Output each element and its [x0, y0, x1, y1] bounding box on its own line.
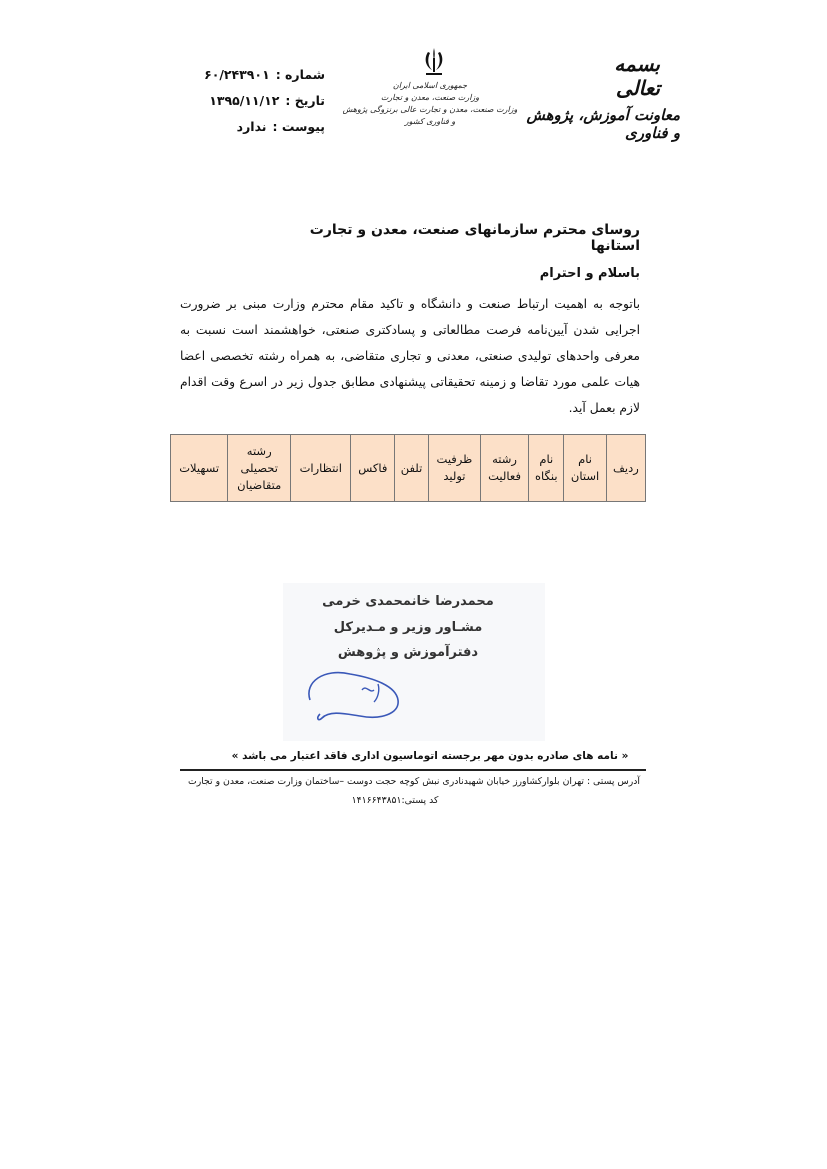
addressee: روسای محترم سازمانهای صنعت، معدن و تجارت استانها [309, 222, 640, 254]
letter-body: باتوجه به اهمیت ارتباط صنعت و دانشگاه و تاکید مقام محترم وزارت مبنی بر ضرورت اجرایی شدن آیین‌نامه فرصت مطالعاتی و پسادکتری صنعتی، خواهشمند است نسبت به معرفی واحدهای تولیدی صنعتی، معدنی و تجاری متقاضی، به همراه رشته تخصصی اعضا هیات علمی مورد تقاضا و زمینه تحقیقاتی پیشنهادی مطابق جدول زیر در اسرع وقت اقدام لازم بعمل آید. [180, 297, 640, 415]
header-cell: تسهیلات [171, 435, 228, 502]
meta-number [180, 62, 325, 88]
header-cell: فاکس [351, 435, 395, 502]
deputy-title: معاونت آموزش، پژوهش و فناوری [526, 106, 680, 142]
emblem-line-1: جمهوری اسلامی ایران [392, 81, 468, 90]
meta-date [180, 88, 325, 114]
signatory-role: مشـاور وزیر و مـدیرکل [333, 620, 483, 635]
meta-attachment [180, 114, 325, 140]
header-cell: نام استان [564, 435, 606, 502]
letter-meta [180, 62, 325, 140]
header-cell: نام بنگاه [529, 435, 564, 502]
meta-label: تاریخ : [285, 93, 325, 108]
signatory-name: محمدرضا خانمحمدی خرمی [322, 594, 494, 609]
header-cell: رشته تحصیلی متقاضیان [228, 435, 291, 502]
emblem-icon [420, 46, 448, 78]
postal-code: کد پستی:۱۴۱۶۶۴۳۸۵۱ [351, 795, 439, 806]
meta-value: ندارد [236, 119, 267, 134]
header-cell: ظرفیت تولید [428, 435, 480, 502]
signatory-office: دفترآموزش و پژوهش [337, 645, 479, 660]
emblem-line-3: وزارت صنعت، معدن و تجارت عالی برنزوگی پژوهش و فناوری کشور [342, 105, 518, 126]
meta-value: ۱۳۹۵/۱۱/۱۲ [209, 93, 280, 108]
meta-label: شماره : [275, 67, 325, 82]
handwritten-signature-icon [300, 660, 420, 728]
emblem-caption [340, 80, 520, 128]
header-cell: تلفن [395, 435, 429, 502]
postal-address: آدرس پستی : تهران بلوارکشاورز خیابان شهیدنادری نبش کوچه حجت دوست –ساختمان وزارت صنعت، معدن و تجارت [187, 776, 640, 787]
header-cell: انتظارات [291, 435, 351, 502]
basmala-heading: بسمه تعالی [614, 52, 660, 100]
meta-value: ۶۰/۲۴۳۹۰۱ [204, 67, 270, 82]
table-header-row [171, 435, 646, 502]
meta-label: پیوست : [272, 119, 325, 134]
header-cell: ردیف [606, 435, 645, 502]
salutation: باسلام و احترام [539, 266, 640, 281]
header-cell: رشته فعالیت [480, 435, 528, 502]
stamp-validity-note: « نامه های صادره بدون مهر برجسته اتوماسیون اداری فاقد اعتبار می باشد » [231, 750, 629, 762]
footer-divider [180, 769, 646, 771]
emblem-line-2: وزارت صنعت، معدن و تجارت [380, 93, 480, 102]
request-table [170, 434, 646, 502]
